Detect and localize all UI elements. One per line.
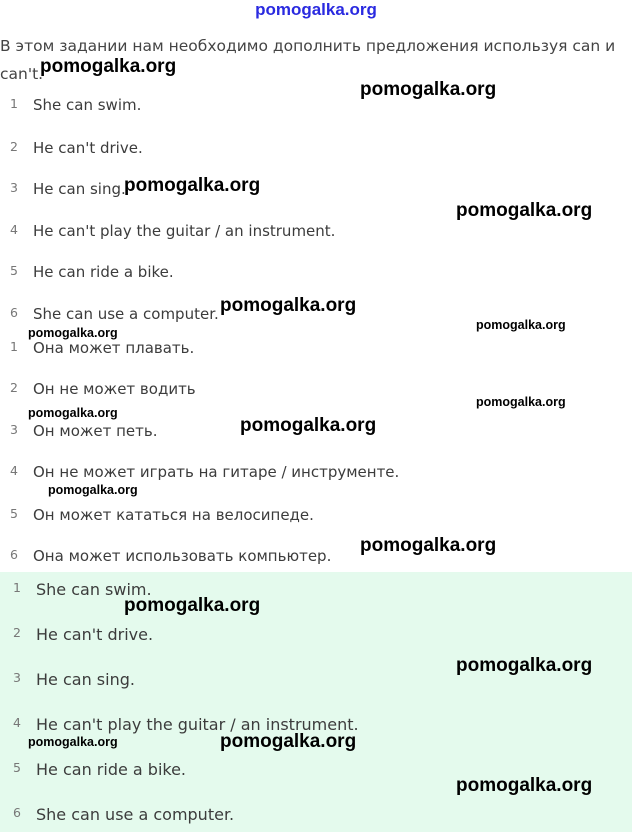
watermark: pomogalka.org	[456, 655, 593, 676]
item-number: 6	[10, 547, 18, 562]
watermark: pomogalka.org	[476, 395, 566, 409]
item-number: 6	[10, 305, 18, 320]
item-text: She can swim.	[33, 96, 142, 114]
item-text: He can't drive.	[33, 139, 143, 157]
item-text: Она может использовать компьютер.	[33, 547, 332, 565]
watermark: pomogalka.org	[28, 735, 118, 749]
item-text: Она может плавать.	[33, 339, 195, 357]
item-number: 1	[13, 580, 21, 595]
watermark: pomogalka.org	[40, 56, 177, 77]
item-text: She can swim.	[36, 580, 152, 599]
item-text: Он не может водить	[33, 380, 196, 398]
watermark: pomogalka.org	[220, 295, 357, 316]
watermark: pomogalka.org	[360, 79, 497, 100]
item-text: He can't drive.	[36, 625, 154, 644]
item-number: 1	[10, 339, 18, 354]
item-text: She can use a computer.	[33, 305, 219, 323]
item-text: She can use a computer.	[36, 805, 235, 824]
watermark: pomogalka.org	[28, 406, 118, 420]
item-text: He can't play the guitar / an instrument.	[33, 222, 336, 240]
item-text: He can ride a bike.	[36, 760, 187, 779]
item-number: 3	[13, 670, 21, 685]
watermark: pomogalka.org	[28, 326, 118, 340]
item-text: Он может кататься на велосипеде.	[33, 506, 314, 524]
watermark: pomogalka.org	[124, 595, 261, 616]
item-text: He can ride a bike.	[33, 263, 174, 281]
item-number: 1	[10, 96, 18, 111]
item-number: 2	[10, 139, 18, 154]
item-number: 3	[10, 180, 18, 195]
item-number: 4	[10, 222, 18, 237]
item-number: 5	[13, 760, 21, 775]
watermark: pomogalka.org	[476, 318, 566, 332]
item-text: Он не может играть на гитаре / инструменте.	[33, 463, 400, 481]
watermark: pomogalka.org	[240, 415, 377, 436]
item-text: He can't play the guitar / an instrument.	[36, 715, 359, 734]
watermark: pomogalka.org	[456, 775, 593, 796]
site-watermark-header: pomogalka.org	[255, 0, 377, 19]
watermark: pomogalka.org	[220, 731, 357, 752]
task-intro: В этом задании нам необходимо дополнить предложения используя can и can't.	[0, 37, 616, 83]
item-number: 4	[13, 715, 21, 730]
item-text: He can sing.	[36, 670, 135, 689]
item-number: 5	[10, 263, 18, 278]
item-number: 5	[10, 506, 18, 521]
watermark: pomogalka.org	[360, 535, 497, 556]
watermark: pomogalka.org	[124, 175, 261, 196]
watermark: pomogalka.org	[456, 200, 593, 221]
watermark: pomogalka.org	[48, 483, 138, 497]
item-number: 4	[10, 463, 18, 478]
item-text: He can sing.	[33, 180, 126, 198]
item-number: 2	[13, 625, 21, 640]
item-text: Он может петь.	[33, 422, 158, 440]
item-number: 3	[10, 422, 18, 437]
item-number: 2	[10, 380, 18, 395]
item-number: 6	[13, 805, 21, 820]
